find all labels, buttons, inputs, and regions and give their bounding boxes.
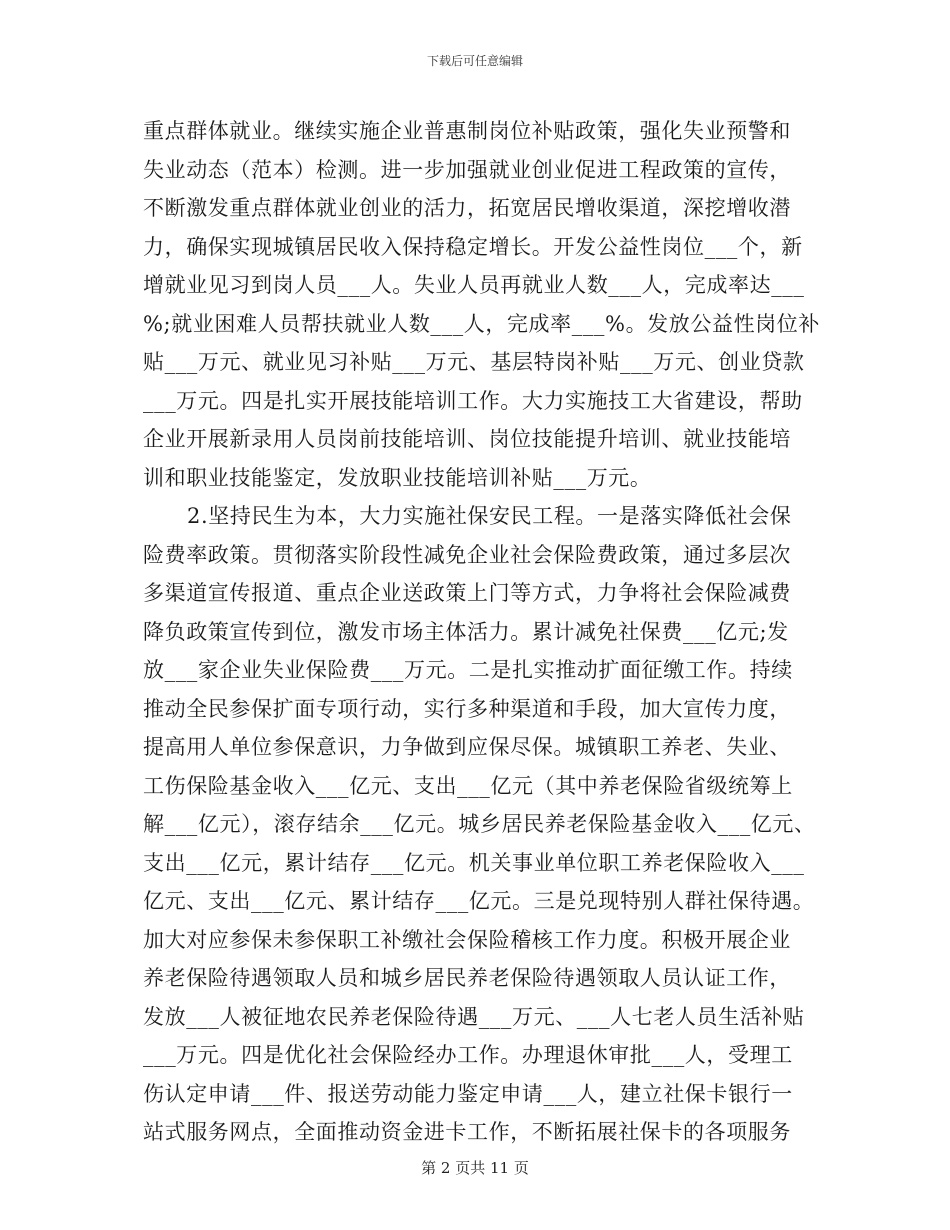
text-line: 企业开展新录用人员岗前技能培训、岗位技能提升培训、就业技能培 xyxy=(143,427,791,451)
text-line: 提高用人单位参保意识，力争做到应保尽保。城镇职工养老、失业、 xyxy=(143,735,791,759)
text-line: 养老保险待遇领取人员和城乡居民养老保险待遇领取人员认证工作， xyxy=(143,966,791,990)
text-line: 险费率政策。贯彻落实阶段性减免企业社会保险费政策，通过多层次 xyxy=(143,542,791,567)
paragraph-start-line: 2.坚持民生为本，大力实施社保安民工程。一是落实降低社会保 xyxy=(187,504,792,528)
text-line: 失业动态（范本）检测。进一步加强就业创业促进工程政策的宣传， xyxy=(143,157,791,182)
body-text xyxy=(143,112,820,1152)
text-line: 发放___人被征地农民养老保险待遇___万元、___人七老人员生活补贴 xyxy=(143,1004,805,1029)
text-line: 力，确保实现城镇居民收入保持稳定增长。开发公益性岗位___个，新 xyxy=(143,234,803,259)
text-line: ___万元。四是优化社会保险经办工作。办理退休审批___人，受理工 xyxy=(143,1043,793,1067)
text-line: ___万元。四是扎实开展技能培训工作。大力实施技工大省建设，帮助 xyxy=(143,388,803,413)
text-line: 降负政策宣传到位，激发市场主体活力。累计减免社保费___亿元;发 xyxy=(143,619,789,644)
text-line: 解___亿元），滚存结余___亿元。城乡居民养老保险基金收入___亿元、 xyxy=(143,812,816,836)
text-line: 伤认定申请___件、报送劳动能力鉴定申请___人，建立社保卡银行一 xyxy=(143,1081,793,1106)
text-line: 放___家企业失业保险费___万元。二是扎实推动扩面征缴工作。持续 xyxy=(143,658,793,682)
text-line: 推动全民参保扩面专项行动，实行多种渠道和手段，加大宣传力度， xyxy=(143,696,791,721)
text-line: 加大对应参保未参保职工补缴社会保险稽核工作力度。积极开展企业 xyxy=(143,927,791,952)
page-number: 第 2 页共 11 页 xyxy=(421,1159,529,1177)
text-line: 不断激发重点群体就业创业的活力，拓宽居民增收渠道，深挖增收潜 xyxy=(143,196,791,220)
text-line: 站式服务网点，全面推动资金进卡工作，不断拓展社保卡的各项服务 xyxy=(143,1120,791,1144)
text-line: 多渠道宣传报道、重点企业送政策上门等方式，力争将社会保险减费 xyxy=(143,581,791,605)
text-line: 亿元、支出___亿元、累计结存___亿元。三是兑现特别人群社保待遇。 xyxy=(143,889,815,913)
text-line: %;就业困难人员帮扶就业人数___人，完成率___%。发放公益性岗位补 xyxy=(143,311,820,336)
text-line: 增就业见习到岗人员___人。失业人员再就业人数___人，完成率达___ xyxy=(143,273,805,297)
page-header: 下载后可任意编辑 xyxy=(426,54,523,68)
text-line: 重点群体就业。继续实施企业普惠制岗位补贴政策，强化失业预警和 xyxy=(143,119,791,143)
text-line: 支出___亿元，累计结存___亿元。机关事业单位职工养老保险收入___ xyxy=(143,850,805,875)
text-line: 工伤保险基金收入___亿元、支出___亿元（其中养老保险省级统筹上 xyxy=(143,773,793,798)
text-line: 训和职业技能鉴定，发放职业技能培训补贴___万元。 xyxy=(143,465,652,490)
text-line: 贴___万元、就业见习补贴___万元、基层特岗补贴___万元、创业贷款 xyxy=(143,350,805,374)
